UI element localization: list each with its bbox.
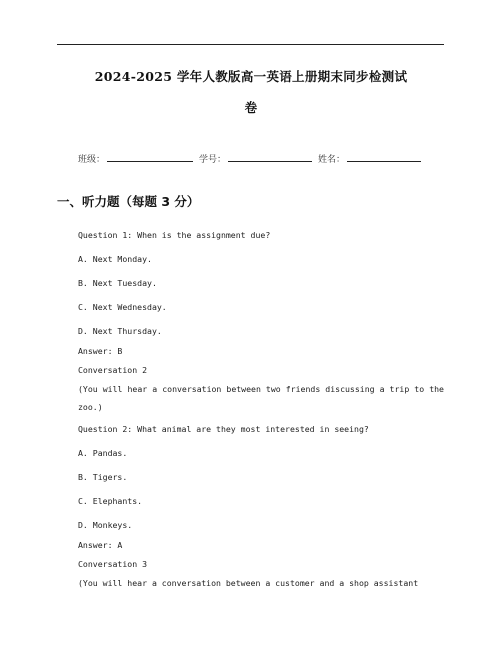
document-title-line-1: 2024-2025 学年人教版高一英语上册期末同步检测试 — [94, 69, 408, 84]
option-d: D. Monkeys. — [78, 520, 133, 530]
option-d: D. Next Thursday. — [78, 326, 162, 336]
conversation-2-heading: Conversation 2 — [78, 365, 148, 375]
number-blank[interactable] — [228, 152, 312, 162]
option-b: B. Tigers. — [78, 472, 128, 482]
option-a: A. Pandas. — [78, 448, 128, 458]
number-label: 学号： — [199, 155, 227, 165]
option-c: C. Elephants. — [78, 496, 143, 506]
class-label: 班级： — [78, 155, 106, 165]
conversation-3-heading: Conversation 3 — [78, 559, 148, 569]
conversation-3-description: (You will hear a conversation between a customer and a shop assistant — [78, 578, 419, 588]
option-a: A. Next Monday. — [78, 254, 152, 264]
option-c: C. Next Wednesday. — [78, 302, 167, 312]
name-label: 姓名： — [318, 155, 346, 165]
question-1-text: Question 1: When is the assignment due? — [78, 230, 271, 240]
conversation-2-description: (You will hear a conversation between two friends discussing a trip to the zoo.) — [78, 384, 444, 412]
section-heading-listening: 一、听力题（每题 3 分） — [57, 194, 200, 209]
class-blank[interactable] — [107, 152, 193, 162]
document-title-line-2: 卷 — [244, 100, 258, 115]
answer-1: Answer: B — [78, 346, 123, 356]
answer-2: Answer: A — [78, 540, 123, 550]
top-rule — [57, 44, 444, 45]
student-info-row — [78, 152, 427, 165]
option-b: B. Next Tuesday. — [78, 278, 157, 288]
question-2-text: Question 2: What animal are they most interested in seeing? — [78, 424, 369, 434]
name-blank[interactable] — [347, 152, 421, 162]
